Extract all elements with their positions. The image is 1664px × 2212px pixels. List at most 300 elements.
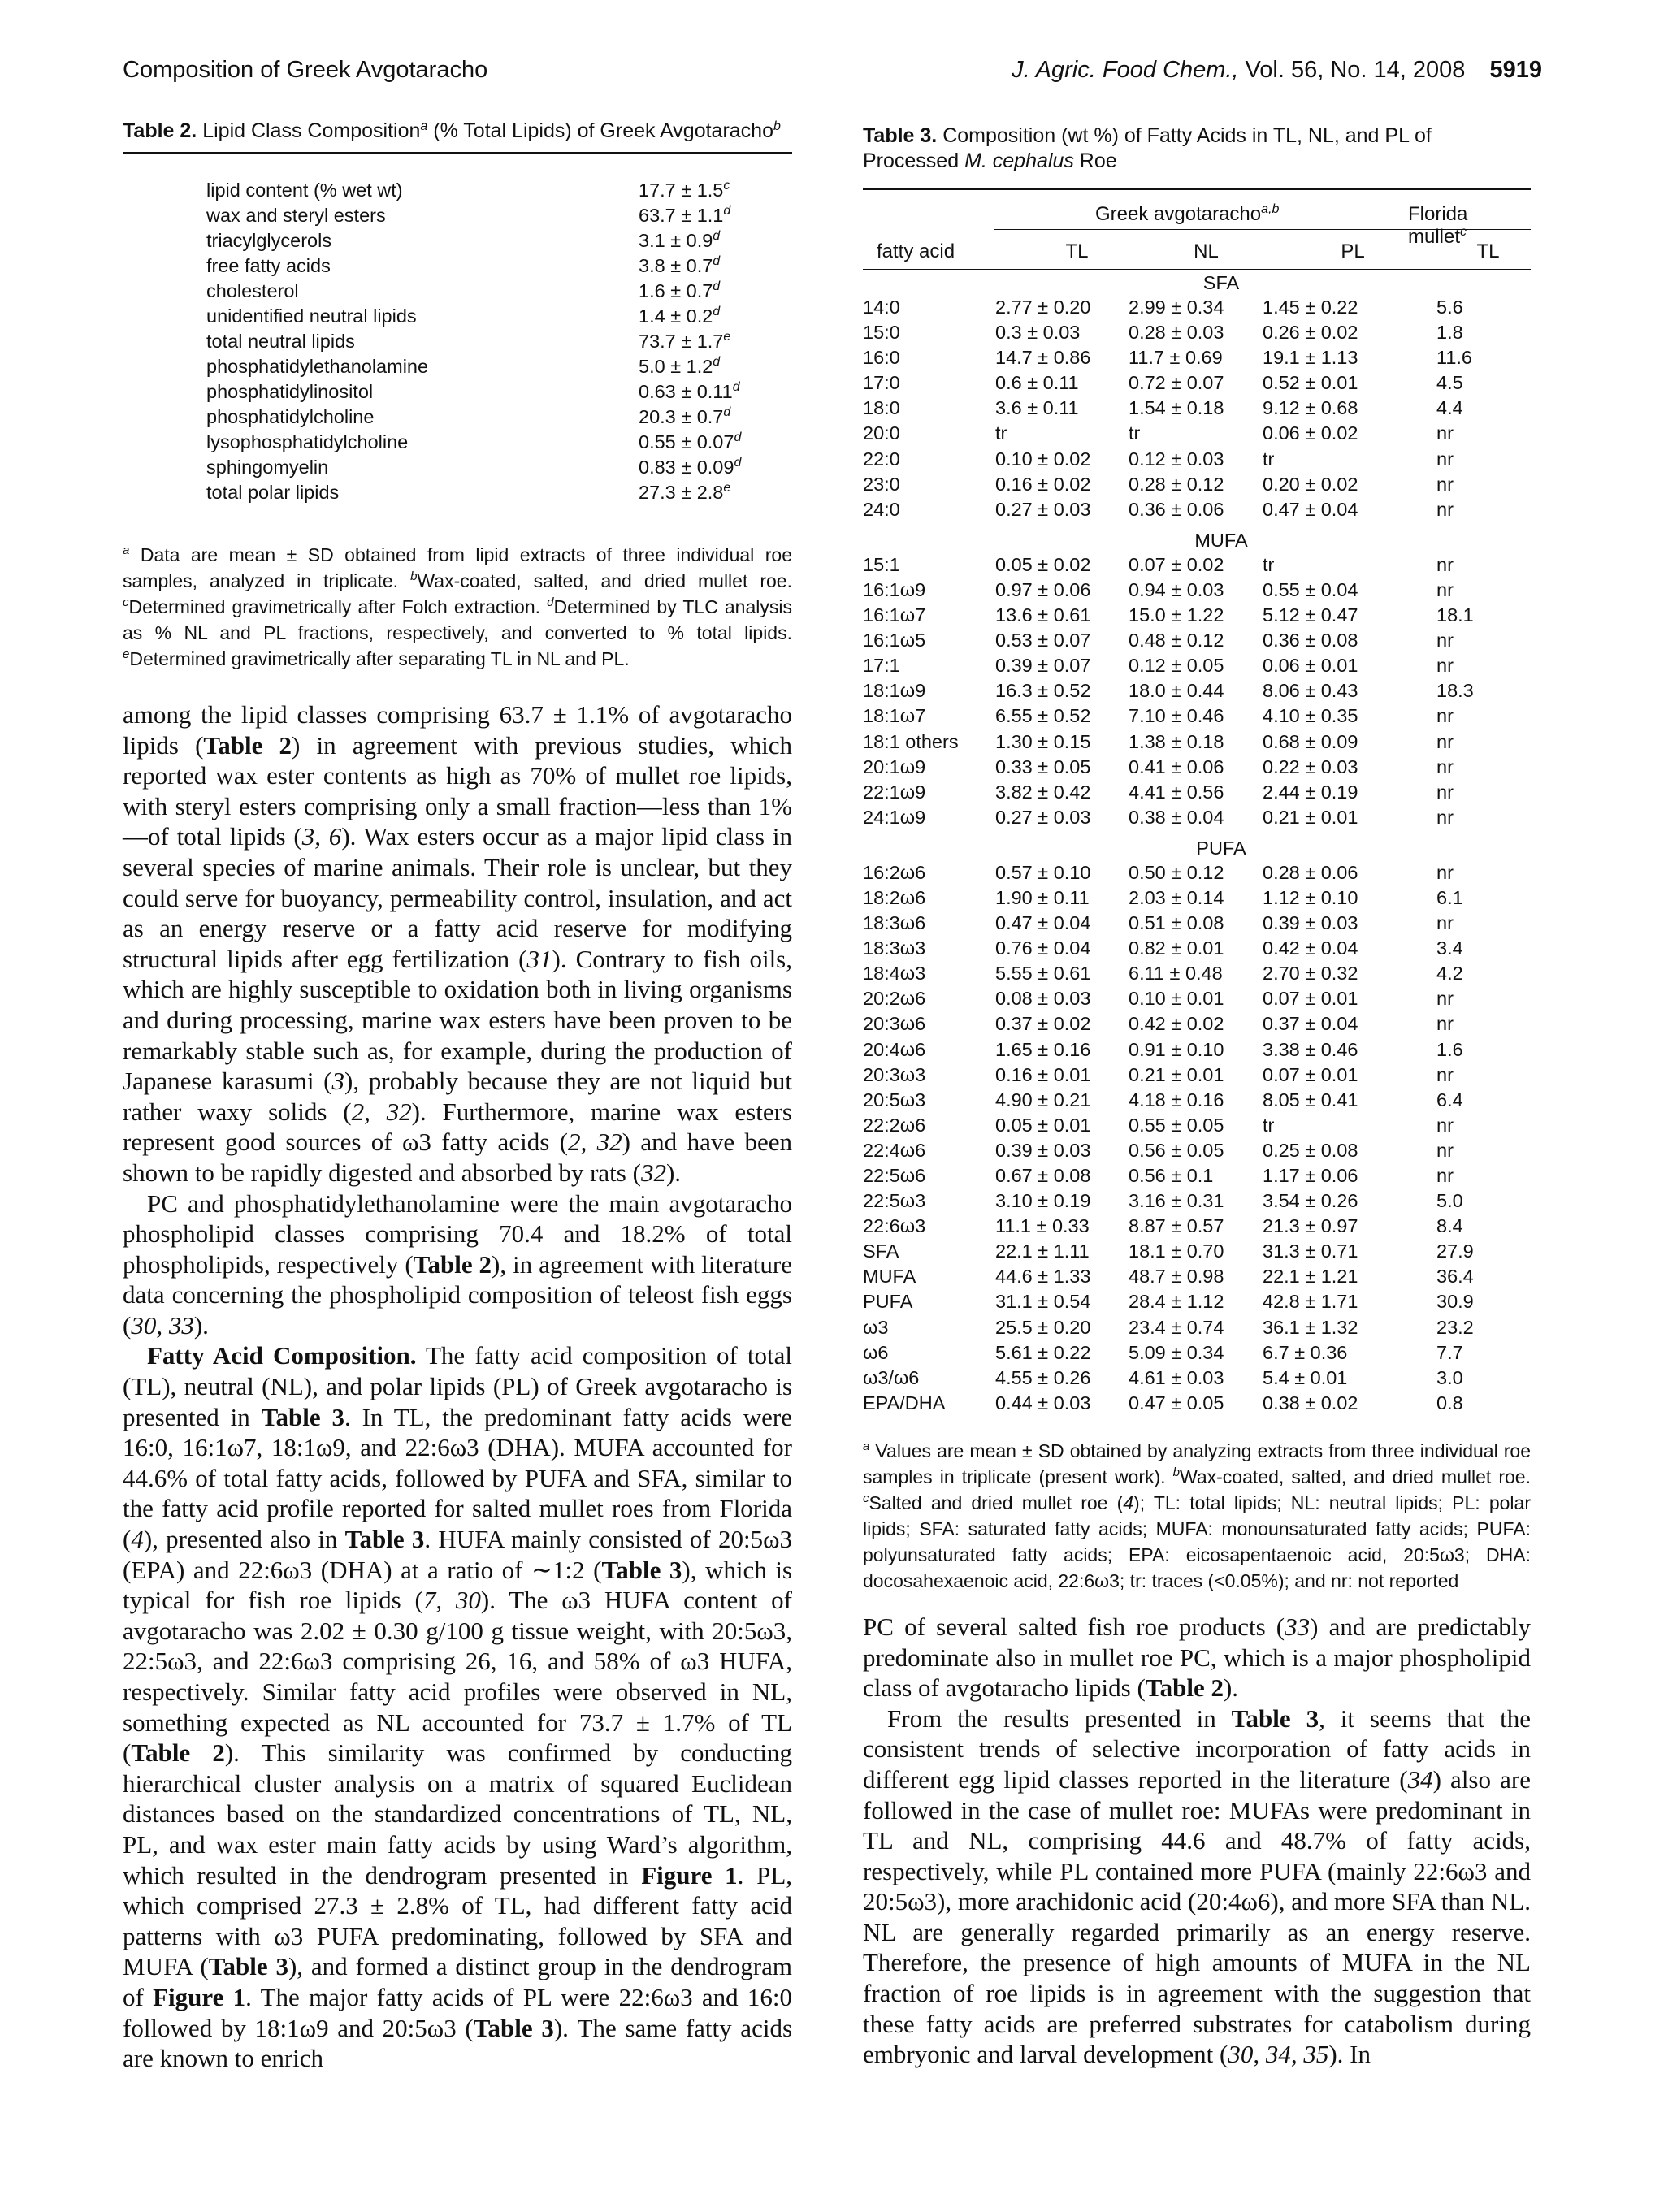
table-2-footnote: $^a$ Data are mean ± SD obtained from lipid extracts of three individual roe samples, analyzed in triplicate. $^b$Wax-coated, salted, and dried mullet roe. $^c$Determined gravimetrically after Folch extraction. $^d$Determined by TLC analysis as % NL and PL fractions, respectively, and converted to % total lipids. $^e$Determined gravimetrically after separating TL in NL and PL. [123, 543, 792, 669]
table-cell: 0.53 ± 0.07 [995, 630, 1091, 651]
table-cell: 0.67 ± 0.08 [995, 1165, 1091, 1186]
table-row [123, 405, 792, 430]
table-row [123, 430, 792, 455]
header-florida-mullet: Florida mullet$^c$ [1408, 203, 1468, 248]
table-cell: nr [1436, 1114, 1454, 1136]
table-cell: 20:0 [863, 422, 900, 444]
header-greek-avgotaracho: Greek avgotaracho$^{a,b}$ [1095, 202, 1280, 225]
footnote-marker: d [723, 405, 731, 419]
table-row [863, 911, 1531, 936]
table-cell: 4.4 [1436, 397, 1463, 419]
value-text: 5.0 ± 1.2 [639, 356, 713, 377]
table-cell: 0.21 ± 0.01 [1263, 806, 1358, 828]
table-cell: 16:1ω7 [863, 604, 926, 626]
table-row [863, 1037, 1531, 1063]
table-row [863, 1340, 1531, 1366]
table-cell: ω3/ω6 [863, 1366, 920, 1388]
table-cell: 6.7 ± 0.36 [1263, 1341, 1348, 1363]
table-cell: 0.06 ± 0.02 [1263, 422, 1358, 444]
table-row [123, 480, 792, 505]
header-underline-greek [994, 229, 1413, 230]
table-cell: 18:2ω6 [863, 886, 926, 908]
table-cell: 1.38 ± 0.18 [1129, 730, 1224, 752]
table-cell: nr [1436, 861, 1454, 883]
table-cell: 0.52 ± 0.01 [1263, 372, 1358, 394]
table-cell: 0.07 ± 0.01 [1263, 1063, 1358, 1085]
lipid-class-name: sphingomyelin [206, 457, 329, 478]
table-cell: 48.7 ± 0.98 [1129, 1266, 1224, 1288]
table-cell: 20:3ω3 [863, 1063, 926, 1085]
table-row [863, 472, 1531, 497]
footnote-marker: d [732, 380, 740, 394]
table-cell: nr [1436, 422, 1454, 444]
table-cell: 0.91 ± 0.10 [1129, 1038, 1224, 1060]
table-row [863, 578, 1531, 603]
table-cell: 0.76 ± 0.04 [995, 937, 1091, 959]
table-row [863, 1188, 1531, 1214]
table-row [863, 628, 1531, 653]
table-cell: 3.54 ± 0.26 [1263, 1190, 1358, 1212]
table-row [863, 1063, 1531, 1088]
table-row [123, 203, 792, 228]
table-3-caption: Table 3. Composition (wt %) of Fatty Acids in TL, NL, and PL of Processed M. cephalus Roe [863, 124, 1432, 172]
table-cell: 15:0 [863, 322, 900, 344]
table-cell: 4.61 ± 0.03 [1129, 1366, 1224, 1388]
table-row [863, 986, 1531, 1011]
table-cell: 20:2ω6 [863, 988, 926, 1010]
table-cell: nr [1436, 473, 1454, 495]
table-cell: 17:1 [863, 655, 900, 677]
table-cell: 3.6 ± 0.11 [995, 397, 1079, 419]
group-heading: MUFA [1194, 529, 1248, 551]
table-cell: 0.3 ± 0.03 [995, 322, 1081, 344]
value-text: 27.3 ± 2.8 [639, 482, 724, 503]
table-row [863, 1264, 1531, 1289]
table-cell: nr [1436, 1165, 1454, 1186]
table-cell: 2.03 ± 0.14 [1129, 886, 1224, 908]
lipid-class-name: phosphatidylethanolamine [206, 356, 429, 377]
table-cell: 4.5 [1436, 372, 1463, 394]
table-cell: 22:0 [863, 448, 900, 470]
table-row [123, 228, 792, 253]
lipid-class-name: total neutral lipids [206, 331, 355, 352]
table-cell: 30.9 [1436, 1291, 1474, 1313]
value-text: 63.7 ± 1.1 [639, 205, 724, 226]
table-cell: ω3 [863, 1316, 889, 1338]
running-header-journal [1012, 57, 1542, 84]
table-3-footnote: $^a$ Values are mean ± SD obtained by analyzing extracts from three individual roe samples in triplicate (present work). $^b$Wax-coated, salted, and dried mullet roe. $^c$Salted and dried mullet roe (4); TL: total lipids; NL: neutral lipids; PL: polar lipids; SFA: saturated fatty acids; MUFA: monounsaturated fatty acids; PUFA: polyunsaturated fatty acids; EPA: eicosapentaenoic acid, 20:5ω3; DHA: docosahexaenoic acid, 22:6ω3; tr: traces (<0.05%); and nr: not reported [863, 1439, 1531, 1591]
table-cell: nr [1436, 448, 1454, 470]
table-row [863, 1113, 1531, 1138]
table-row [863, 1289, 1531, 1314]
table-cell: ω6 [863, 1341, 889, 1363]
table-cell: 7.7 [1436, 1341, 1463, 1363]
table-cell: tr [995, 422, 1008, 444]
table-3-header-groups [863, 190, 1531, 248]
table-cell: 1.12 ± 0.10 [1263, 886, 1358, 908]
table-row [863, 1239, 1531, 1264]
table-cell: 8.4 [1436, 1215, 1463, 1237]
table-cell: 0.21 ± 0.01 [1129, 1063, 1224, 1085]
table-row [123, 329, 792, 354]
table-cell: 0.51 ± 0.08 [1129, 912, 1224, 934]
table-cell: 18:1ω9 [863, 680, 926, 702]
table-row [863, 1088, 1531, 1113]
table-cell: 25.5 ± 0.20 [995, 1316, 1091, 1338]
table-cell: 0.26 ± 0.02 [1263, 322, 1358, 344]
table-cell: EPA/DHA [863, 1392, 946, 1413]
table-cell: 15:1 [863, 553, 900, 575]
table-cell: 0.27 ± 0.03 [995, 498, 1091, 520]
table-cell: 18.1 ± 0.70 [1129, 1240, 1224, 1262]
table-cell: 18:1 others [863, 730, 959, 752]
table-cell: 17:0 [863, 372, 900, 394]
lipid-class-name: lysophosphatidylcholine [206, 431, 409, 452]
lipid-class-name: unidentified neutral lipids [206, 305, 417, 327]
table-cell: 0.42 ± 0.02 [1129, 1013, 1224, 1035]
table-cell: 1.45 ± 0.22 [1263, 297, 1358, 318]
table-cell: 18:3ω6 [863, 912, 926, 934]
table-cell: 0.36 ± 0.06 [1129, 498, 1224, 520]
table-cell: 9.12 ± 0.68 [1263, 397, 1358, 419]
table-cell: tr [1263, 448, 1275, 470]
table-cell: 15.0 ± 1.22 [1129, 604, 1224, 626]
table-cell: 0.38 ± 0.04 [1129, 806, 1224, 828]
table-cell: MUFA [863, 1266, 916, 1288]
table-cell: 2.44 ± 0.19 [1263, 781, 1358, 803]
table-cell: 24:1ω9 [863, 806, 926, 828]
table-cell: 0.44 ± 0.03 [995, 1392, 1091, 1413]
table-cell: 23.2 [1436, 1316, 1474, 1338]
table-cell: 20:3ω6 [863, 1013, 926, 1035]
table-row [863, 780, 1531, 805]
table-row [863, 552, 1531, 578]
lipid-class-name: lipid content (% wet wt) [206, 180, 403, 201]
table-cell: nr [1436, 912, 1454, 934]
lipid-class-value [639, 178, 792, 203]
table-cell: nr [1436, 806, 1454, 828]
table-cell: 0.10 ± 0.01 [1129, 988, 1224, 1010]
table-row [123, 253, 792, 279]
table-cell: 21.3 ± 0.97 [1263, 1215, 1358, 1237]
table-cell: nr [1436, 553, 1454, 575]
table-cell: 8.05 ± 0.41 [1263, 1089, 1358, 1110]
footnote-marker: d [713, 355, 721, 369]
table-row [863, 447, 1531, 472]
value-text: 73.7 ± 1.7 [639, 331, 724, 352]
journal-volume: Vol. 56, No. 14, 2008 [1245, 57, 1466, 83]
table-cell: 5.4 ± 0.01 [1263, 1366, 1348, 1388]
table-cell: nr [1436, 578, 1454, 600]
table-cell: 6.11 ± 0.48 [1129, 963, 1223, 985]
lipid-class-value [639, 430, 792, 455]
column-header: TL [1476, 240, 1500, 262]
table-cell: 16.3 ± 0.52 [995, 680, 1091, 702]
table-cell: 18:4ω3 [863, 963, 926, 985]
footnote-marker: d [713, 254, 721, 268]
table-cell: 0.28 ± 0.06 [1263, 861, 1358, 883]
paragraph-fatty-acid-composition: Fatty Acid Composition. The fatty acid composition of total (TL), neutral (NL), and polar lipids (PL) of Greek avgotaracho is presented in Table 3. In TL, the predominant fatty acids were 16:0, 16:1ω7, 18:1ω9, and 22:6ω3 (DHA). MUFA accounted for 44.6% of total fatty acids, followed by PUFA and SFA, similar to the fatty acid profile reported for salted mullet roes from Florida (4), presented also in Table 3. HUFA mainly consisted of 20:5ω3 (EPA) and 22:6ω3 (DHA) at a ratio of ∼1:2 (Table 3), which is typical for fish roe lipids (7, 30). The ω3 HUFA content of avgotaracho was 2.02 ± 0.30 g/100 g tissue weight, with 20:5ω3, 22:5ω3, and 22:6ω3 comprising 26, 16, and 58% of ω3 HUFA, respectively. Similar fatty acid profiles were observed in NL, something expected as NL accounted for 73.7 ± 1.7% of TL (Table 2). This similarity was confirmed by conducting hierarchical cluster analysis on a matrix of squared Euclidean distances based on the standardized concentrations of TL, NL, PL, and wax ester main fatty acids by using Ward’s algorithm, which resulted in the dendrogram presented in Figure 1. PL, which comprised 27.3 ± 2.8% of TL, had different fatty acid patterns with ω3 PUFA predominating, followed by SFA and MUFA (Table 3), and formed a distinct group in the dendrogram of Figure 1. The major fatty acids of PL were 22:6ω3 and 16:0 followed by 18:1ω9 and 20:5ω3 (Table 3). The same fatty acids are known to enrich [123, 1341, 793, 2073]
table-row [863, 345, 1531, 370]
table-cell: 0.39 ± 0.03 [1263, 912, 1358, 934]
table-cell: 0.28 ± 0.03 [1129, 322, 1224, 344]
value-text: 1.4 ± 0.2 [639, 305, 713, 327]
table-cell: 5.6 [1436, 297, 1463, 318]
table-row [123, 178, 792, 203]
table-cell: 36.4 [1436, 1266, 1474, 1288]
table-cell: 8.87 ± 0.57 [1129, 1215, 1224, 1237]
table-cell: nr [1436, 498, 1454, 520]
footnote-marker: d [713, 305, 721, 318]
header-underline-florida [1401, 229, 1531, 230]
table-row [863, 497, 1531, 522]
table-cell: 0.10 ± 0.02 [995, 448, 1091, 470]
table-cell: 1.17 ± 0.06 [1263, 1165, 1358, 1186]
table-cell: 4.18 ± 0.16 [1129, 1089, 1224, 1110]
footnote-marker: d [734, 456, 742, 470]
table-cell: 0.12 ± 0.03 [1129, 448, 1224, 470]
table-cell: 1.30 ± 0.15 [995, 730, 1091, 752]
table-cell: nr [1436, 988, 1454, 1010]
table-cell: 0.22 ± 0.03 [1263, 755, 1358, 777]
value-text: 20.3 ± 0.7 [639, 406, 724, 427]
table-cell: nr [1436, 705, 1454, 727]
table-row [863, 703, 1531, 729]
table-cell: 22:4ω6 [863, 1139, 926, 1161]
lipid-class-value [639, 480, 792, 505]
lipid-class-value [639, 203, 792, 228]
table-row [863, 755, 1531, 780]
table-cell: 13.6 ± 0.61 [995, 604, 1091, 626]
table-row [863, 1214, 1531, 1239]
left-body-text [123, 699, 792, 2074]
paragraph-wax-esters: among the lipid classes comprising 63.7 ± 1.1% of avgotaracho lipids (Table 2) in agreement with previous studies, which reported wax ester contents as high as 70% of mullet roe lipids, with steryl esters comprising only a small fraction—less than 1%—of total lipids (3, 6). Wax esters occur as a major lipid class in several species of marine animals. Their role is unclear, but they could serve for buoyancy, permeability control, insulation, and act as an energy reserve or a fatty acid reserve for modifying structural lipids after egg fertilization (31). Contrary to fish oils, which are highly susceptible to oxidation both in living organisms and during processing, marine wax esters have been proven to be remarkably stable such as, for example, during the production of Japanese karasumi (3), probably because they are not liquid but rather waxy solids (2, 32). Furthermore, marine wax esters represent good sources of ω3 fatty acids (2, 32) and have been shown to be rapidly digested and absorbed by rats (32). [123, 700, 793, 1187]
table-cell: 0.05 ± 0.01 [995, 1114, 1091, 1136]
table-cell: 5.09 ± 0.34 [1129, 1341, 1224, 1363]
table-cell: 22:6ω3 [863, 1215, 926, 1237]
column-header: PL [1341, 240, 1365, 262]
lipid-class-name: phosphatidylinositol [206, 381, 374, 402]
table-row [863, 678, 1531, 703]
lipid-class-name: total polar lipids [206, 482, 340, 503]
table-cell: 22:5ω3 [863, 1190, 926, 1212]
table-row [863, 885, 1531, 911]
table-cell: 0.56 ± 0.05 [1129, 1139, 1224, 1161]
table-cell: nr [1436, 781, 1454, 803]
table-cell: 42.8 ± 1.71 [1263, 1291, 1358, 1313]
table-cell: 0.20 ± 0.02 [1263, 473, 1358, 495]
table-row [123, 279, 792, 304]
table-row [863, 961, 1531, 986]
table-cell: 8.06 ± 0.43 [1263, 680, 1358, 702]
table-cell: 20:4ω6 [863, 1038, 926, 1060]
table-cell: 0.97 ± 0.06 [995, 578, 1091, 600]
right-body-text [863, 1612, 1531, 2070]
value-text: 17.7 ± 1.5 [639, 180, 724, 201]
journal-name: J. Agric. Food Chem., [1012, 57, 1239, 83]
table-cell: 19.1 ± 1.13 [1263, 347, 1358, 369]
table-cell: 4.90 ± 0.21 [995, 1089, 1091, 1110]
footnote-marker: d [723, 204, 731, 218]
table-row [863, 396, 1531, 421]
lipid-class-value [639, 304, 792, 329]
table-cell: 14.7 ± 0.86 [995, 347, 1091, 369]
table-cell: 2.99 ± 0.34 [1129, 297, 1224, 318]
table-row [863, 936, 1531, 961]
table-cell: PUFA [863, 1291, 913, 1313]
table-row [863, 1011, 1531, 1037]
table-cell: 31.3 ± 0.71 [1263, 1240, 1358, 1262]
value-text: 3.1 ± 0.9 [639, 230, 713, 251]
lipid-class-value [639, 455, 792, 480]
table-row [863, 1138, 1531, 1163]
table-cell: 1.54 ± 0.18 [1129, 397, 1224, 419]
table-cell: 11.1 ± 0.33 [995, 1215, 1090, 1237]
table-cell: tr [1263, 1114, 1275, 1136]
lipid-class-value [639, 329, 792, 354]
table-cell: 0.07 ± 0.02 [1129, 553, 1224, 575]
table-row [863, 1366, 1531, 1391]
table-cell: nr [1436, 730, 1454, 752]
footnote-marker: d [713, 279, 721, 293]
table-row [863, 1315, 1531, 1340]
table-cell: 5.61 ± 0.22 [995, 1341, 1091, 1363]
lipid-class-value [639, 379, 792, 405]
table-2-caption: Table 2. Lipid Class Composition$^a$ (% Total Lipids) of Greek Avgotaracho$^b$ [123, 119, 781, 142]
table-cell: 18.1 [1436, 604, 1474, 626]
table-cell: nr [1436, 1063, 1454, 1085]
table-cell: nr [1436, 655, 1454, 677]
table-cell: 11.6 [1436, 347, 1472, 369]
table-cell: 11.7 ± 0.69 [1129, 347, 1223, 369]
table-row [863, 1163, 1531, 1188]
table-cell: 4.41 ± 0.56 [1129, 781, 1224, 803]
group-heading: SFA [1202, 272, 1240, 293]
table-cell: 0.27 ± 0.03 [995, 806, 1091, 828]
table-row [863, 295, 1531, 320]
lipid-class-value [639, 228, 792, 253]
table-cell: 0.36 ± 0.08 [1263, 630, 1358, 651]
table-cell: 4.10 ± 0.35 [1263, 705, 1358, 727]
lipid-class-name: wax and steryl esters [206, 205, 386, 226]
table-cell: 16:2ω6 [863, 861, 926, 883]
table-cell: 36.1 ± 1.32 [1263, 1316, 1358, 1338]
table-cell: 0.05 ± 0.02 [995, 553, 1091, 575]
table-row [863, 1391, 1531, 1416]
table-cell: 3.10 ± 0.19 [995, 1190, 1091, 1212]
table-cell: 0.56 ± 0.1 [1129, 1165, 1214, 1186]
table-cell: 6.4 [1436, 1089, 1463, 1110]
table-row [123, 354, 792, 379]
table-cell: 0.57 ± 0.10 [995, 861, 1091, 883]
table-cell: 0.38 ± 0.02 [1263, 1392, 1358, 1413]
table-cell: 0.37 ± 0.04 [1263, 1013, 1358, 1035]
table-cell: 0.37 ± 0.02 [995, 1013, 1091, 1035]
table-cell: 0.12 ± 0.05 [1129, 655, 1224, 677]
table-cell: 22:5ω6 [863, 1165, 926, 1186]
lipid-class-name: phosphatidylcholine [206, 406, 375, 427]
table-row [863, 421, 1531, 446]
table-cell: 2.70 ± 0.32 [1263, 963, 1358, 985]
table-cell: 0.41 ± 0.06 [1129, 755, 1224, 777]
table-row [863, 370, 1531, 396]
lipid-class-name: cholesterol [206, 280, 299, 301]
table-cell: 0.55 ± 0.05 [1129, 1114, 1224, 1136]
table-cell: 22:2ω6 [863, 1114, 926, 1136]
table-row [863, 729, 1531, 755]
table-cell: 0.94 ± 0.03 [1129, 578, 1224, 600]
table-cell: 0.16 ± 0.02 [995, 473, 1091, 495]
table-cell: nr [1436, 755, 1454, 777]
table-cell: 20:5ω3 [863, 1089, 926, 1110]
left-column [123, 110, 792, 2074]
lipid-class-name: triacylglycerols [206, 230, 332, 251]
table-cell: 23.4 ± 0.74 [1129, 1316, 1224, 1338]
page-number: 5919 [1489, 57, 1542, 83]
table-row [863, 603, 1531, 628]
table-cell: nr [1436, 1139, 1454, 1161]
lipid-class-name: free fatty acids [206, 255, 331, 276]
lipid-class-value [639, 354, 792, 379]
table-cell: 28.4 ± 1.12 [1129, 1291, 1224, 1313]
table-row [123, 379, 792, 405]
footnote-marker: e [723, 481, 731, 495]
table-cell: 31.1 ± 0.54 [995, 1291, 1091, 1313]
table-cell: 18:0 [863, 397, 900, 419]
table-cell: 0.28 ± 0.12 [1129, 473, 1224, 495]
table-cell: 0.72 ± 0.07 [1129, 372, 1224, 394]
table-cell: 6.55 ± 0.52 [995, 705, 1091, 727]
table-cell: 4.2 [1436, 963, 1463, 985]
table-cell: 16:1ω9 [863, 578, 926, 600]
table-cell: 0.25 ± 0.08 [1263, 1139, 1358, 1161]
table-cell: 18:1ω7 [863, 705, 926, 727]
column-header: TL [1065, 240, 1089, 262]
table-cell: 3.4 [1436, 937, 1463, 959]
section-heading: Fatty Acid Composition. [147, 1341, 417, 1370]
running-header-title: Composition of Greek Avgotaracho [123, 57, 488, 83]
table-cell: nr [1436, 630, 1454, 651]
table-cell: SFA [863, 1240, 899, 1262]
value-text: 0.63 ± 0.11 [639, 381, 733, 402]
table-cell: 3.0 [1436, 1366, 1463, 1388]
table-2 [123, 119, 792, 672]
right-column [863, 110, 1531, 2070]
table-row [123, 455, 792, 480]
table-cell: 18.0 ± 0.44 [1129, 680, 1224, 702]
table-cell: 0.08 ± 0.03 [995, 988, 1091, 1010]
table-2-body [123, 154, 792, 530]
table-cell: 7.10 ± 0.46 [1129, 705, 1224, 727]
table-cell: 0.42 ± 0.04 [1263, 937, 1358, 959]
table-cell: 0.82 ± 0.01 [1129, 937, 1224, 959]
table-cell: 22:1ω9 [863, 781, 926, 803]
table-cell: 16:0 [863, 347, 900, 369]
table-cell: tr [1263, 553, 1275, 575]
table-cell: 0.39 ± 0.03 [995, 1139, 1091, 1161]
table-cell: 3.16 ± 0.31 [1129, 1190, 1224, 1212]
footnote-marker: d [734, 431, 742, 444]
table-cell: 0.8 [1436, 1392, 1463, 1413]
table-cell: 0.47 ± 0.04 [1263, 498, 1358, 520]
table-cell: 0.48 ± 0.12 [1129, 630, 1224, 651]
table-cell: 3.82 ± 0.42 [995, 781, 1091, 803]
table-cell: 0.33 ± 0.05 [995, 755, 1091, 777]
table-cell: 20:1ω9 [863, 755, 926, 777]
table-cell: 18.3 [1436, 680, 1474, 702]
table-cell: 5.12 ± 0.47 [1263, 604, 1358, 626]
table-cell: 1.90 ± 0.11 [995, 886, 1090, 908]
